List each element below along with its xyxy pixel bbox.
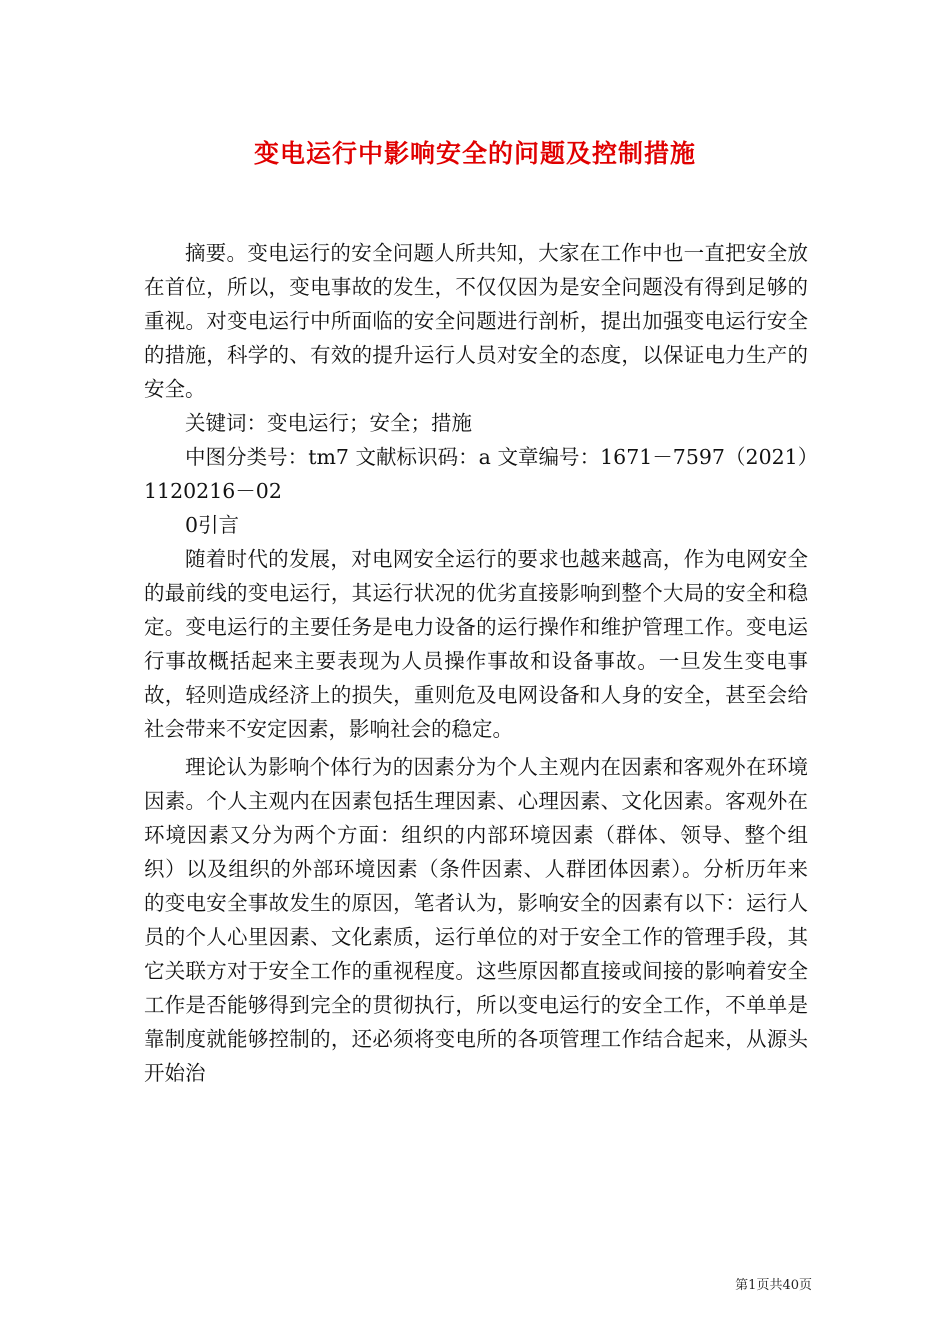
page-number-footer: 第1页共40页 bbox=[735, 1278, 812, 1293]
abstract-paragraph: 摘要。变电运行的安全问题人所共知，大家在工作中也一直把安全放在首位，所以，变电事故的发生，不仅仅因为是安全问题没有得到足够的重视。对变电运行中所面临的安全问题进行剖析，提出加强变电运行安全的措施，科学的、有效的提升运行人员对安全的态度，以保证电力生产的安全。 bbox=[144, 241, 808, 401]
introduction-paragraph: 随着时代的发展，对电网安全运行的要求也越来越高，作为电网安全的最前线的变电运行，其运行状况的优劣直接影响到整个大局的安全和稳定。变电运行的主要任务是电力设备的运行操作和维护管理工作。变电运行事故概括起来主要表现为人员操作事故和设备事故。一旦发生变电事故，轻则造成经济上的损失，重则危及电网设备和人身的安全，甚至会给社会带来不安定因素，影响社会的稳定。 bbox=[144, 547, 808, 741]
theory-paragraph: 理论认为影响个体行为的因素分为个人主观内在因素和客观外在环境因素。个人主观内在因素包括生理因素、心理因素、文化因素。客观外在环境因素又分为两个方面：组织的内部环境因素（群体、领导、整个组织）以及组织的外部环境因素（条件因素、人群团体因素）。分析历年来的变电安全事故发生的原因，笔者认为，影响安全的因素有以下：运行人员的个人心里因素、文化素质，运行单位的对于安全工作的管理手段，其它关联方对于安全工作的重视程度。这些原因都直接或间接的影响着安全工作是否能够得到完全的贯彻执行，所以变电运行的安全工作，不单单是靠制度就能够控制的，还必须将变电所的各项管理工作结合起来，从源头开始治 bbox=[144, 755, 808, 1085]
document-body bbox=[144, 236, 808, 1090]
keywords-line: 关键词：变电运行；安全；措施 bbox=[185, 411, 472, 435]
classification-line: 中图分类号：tm7 文献标识码：a 文章编号：1671－7597（2021）1120216－02 bbox=[144, 445, 808, 503]
document-title: 变电运行中影响安全的问题及控制措施 bbox=[253, 139, 696, 168]
section-heading-introduction: 0引言 bbox=[185, 513, 240, 537]
